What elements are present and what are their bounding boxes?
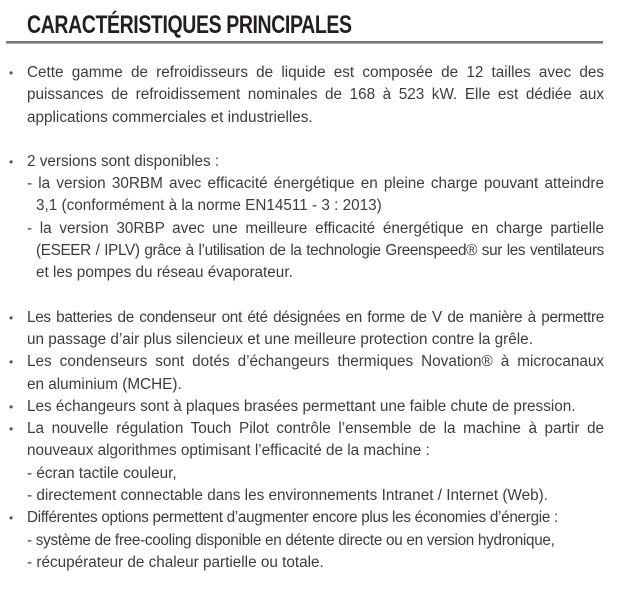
bullet-icon: •: [9, 399, 14, 414]
text-line: puissances de refroidissement nominales de 168 à 523 kW. Elle est dédiée aux: [27, 86, 604, 104]
text-line: et les pompes du réseau évaporateur.: [36, 264, 293, 282]
bullet-icon: •: [9, 154, 14, 169]
list-item: [0, 507, 637, 574]
bullet-icon: •: [9, 422, 14, 437]
feature-list: [0, 62, 637, 574]
spacer: [0, 285, 637, 307]
text-line: Différentes options permettent d’augmenter encore plus les économies d’énergie :: [27, 509, 558, 527]
spacer: [0, 129, 637, 151]
title-underline: [6, 41, 603, 44]
list-item: [0, 396, 637, 418]
text-line: en aluminium (MCHE).: [27, 375, 182, 393]
text-line: (ESEER / IPLV) grâce à l’utilisation de la technologie Greenspeed® sur les ventilateurs: [36, 242, 604, 260]
text-line: Cette gamme de refroidisseurs de liquide est composée de 12 tailles avec des: [27, 64, 604, 81]
bullet-icon: •: [9, 511, 14, 526]
text-line: 3,1 (conformément à la norme EN14511 - 3 : 2013): [36, 197, 382, 215]
sub-item: [27, 552, 604, 574]
list-item: [0, 351, 637, 396]
bullet-icon: •: [9, 66, 14, 80]
text-line: applications commerciales et industrielles.: [27, 108, 313, 126]
text-line: - récupérateur de chaleur partielle ou totale.: [27, 553, 324, 571]
text-line: - la version 30RBM avec efficacité énergétique en pleine charge pouvant atteindre: [27, 175, 604, 193]
text-line: - système de free-cooling disponible en détente directe ou en version hydronique,: [27, 531, 555, 549]
sub-item: [27, 218, 604, 285]
text-line: - la version 30RBP avec une meilleure efficacité énergétique en charge partielle: [27, 219, 604, 237]
sub-item: [27, 173, 604, 218]
bullet-icon: •: [9, 355, 14, 370]
text-line: - écran tactile couleur,: [27, 464, 177, 482]
list-item: [0, 62, 637, 129]
text-line: Les condenseurs sont dotés d’échangeurs thermiques Novation® à microcanaux: [27, 353, 604, 371]
text-line: - directement connectable dans les environnements Intranet / Internet (Web).: [27, 487, 548, 505]
text-line: nouveaux algorithmes optimisant l’efficacité de la machine :: [27, 442, 430, 460]
sub-item: [27, 463, 604, 485]
list-item: [0, 418, 637, 507]
text-line: 2 versions sont disponibles :: [27, 152, 220, 170]
text-line: La nouvelle régulation Touch Pilot contrôle l’ensemble de la machine à partir de: [27, 420, 604, 438]
sub-item: [27, 485, 604, 507]
bullet-icon: •: [9, 310, 14, 325]
text-line: un passage d’air plus silencieux et une meilleure protection contre la grêle.: [27, 330, 533, 348]
text-line: Les échangeurs sont à plaques brasées permettant une faible chute de pression.: [27, 397, 576, 415]
section-title: CARACTÉRISTIQUES PRINCIPALES: [27, 11, 352, 39]
list-item: [0, 307, 637, 352]
text-line: Les batteries de condenseur ont été désignées en forme de V de manière à permettre: [27, 308, 604, 326]
list-item: [0, 151, 637, 285]
sub-item: [27, 530, 604, 552]
